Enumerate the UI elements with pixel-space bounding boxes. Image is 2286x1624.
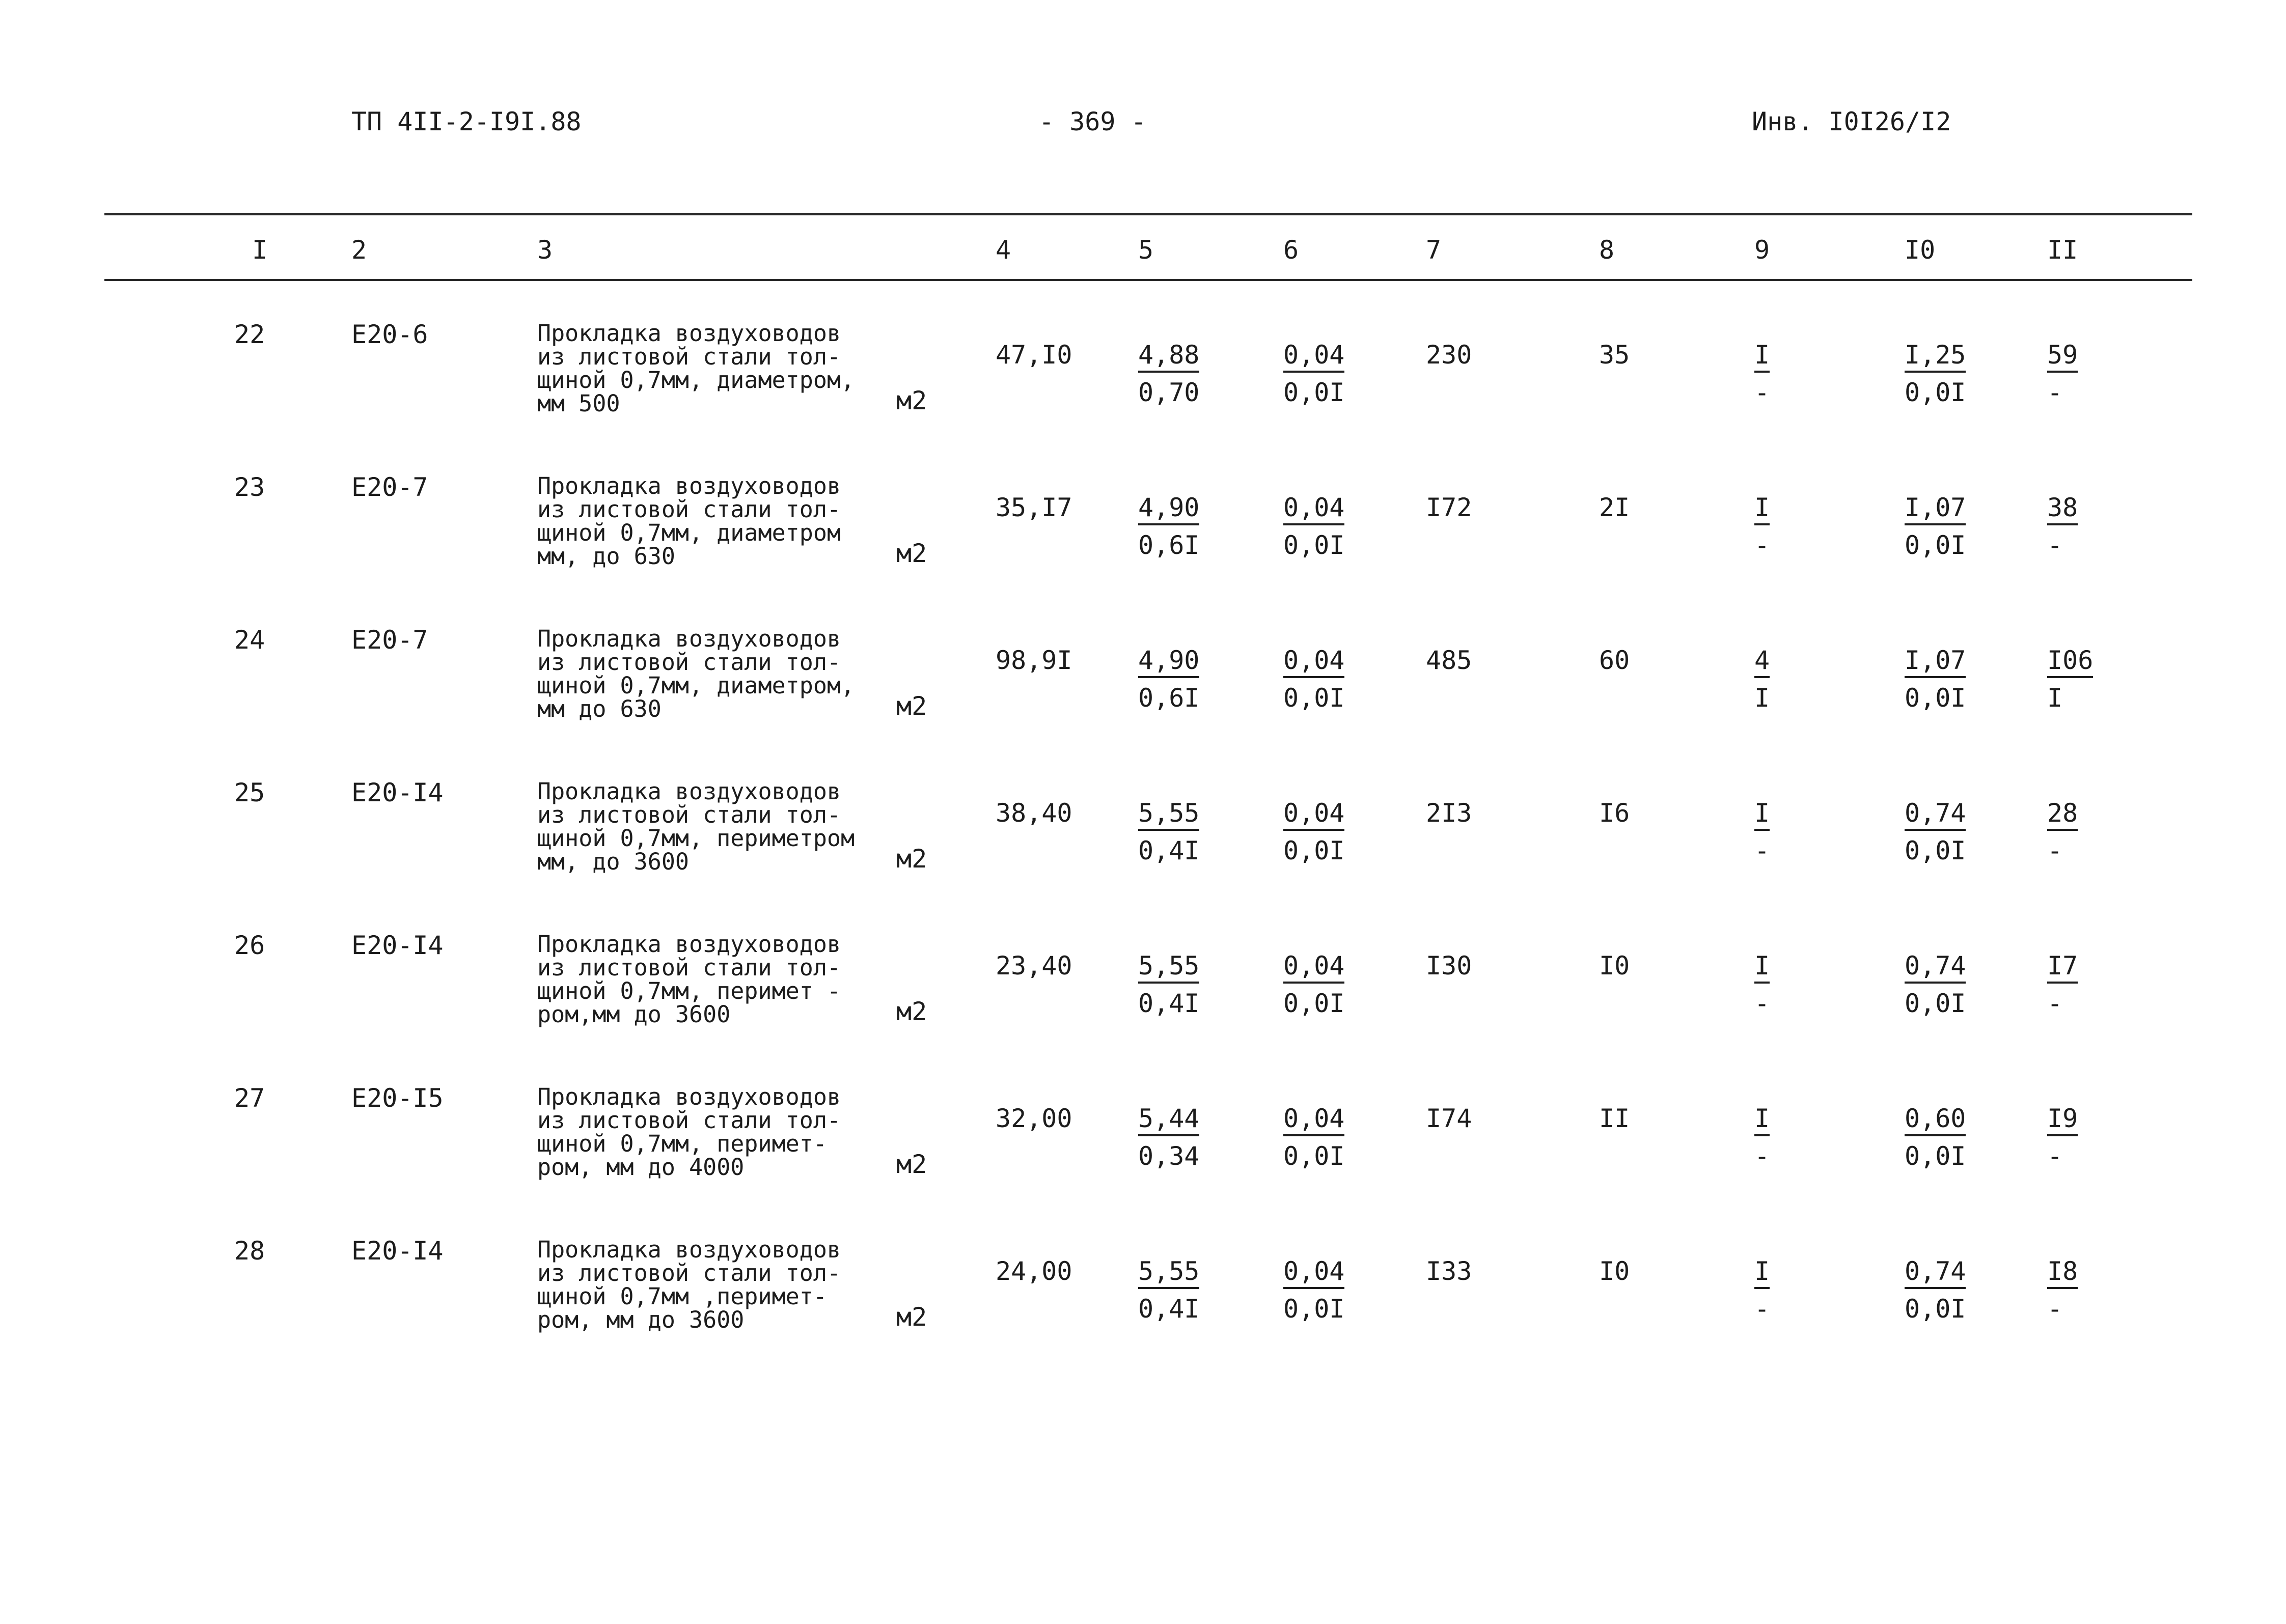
col9-bottom: - bbox=[1754, 530, 1770, 560]
col5-fraction bbox=[1138, 1106, 1199, 1169]
col8-value: 60 bbox=[1599, 646, 1630, 675]
unit-of-measure: м2 bbox=[896, 386, 927, 415]
unit-of-measure: м2 bbox=[896, 997, 927, 1026]
unit-of-measure: м2 bbox=[896, 1150, 927, 1179]
column-header-9: 9 bbox=[1754, 235, 1770, 265]
col10-top: 0,74 bbox=[1905, 1258, 1966, 1289]
column-header-3: 3 bbox=[537, 235, 553, 265]
col10-bottom: 0,0I bbox=[1905, 683, 1966, 713]
quantity: 35,I7 bbox=[996, 493, 1072, 522]
col8-value: I6 bbox=[1599, 798, 1630, 828]
column-headers bbox=[0, 235, 2286, 271]
description-line: щиной 0,7мм ,перимет- bbox=[537, 1283, 827, 1310]
col9-bottom: - bbox=[1754, 989, 1770, 1018]
description-line: из листовой стали тол- bbox=[537, 801, 841, 828]
col11-top: I06 bbox=[2047, 648, 2093, 678]
col6-fraction bbox=[1283, 1106, 1344, 1169]
col6-top: 0,04 bbox=[1283, 1258, 1344, 1289]
col11-bottom: - bbox=[2047, 836, 2063, 865]
col11-top: I9 bbox=[2047, 1106, 2078, 1136]
description-line: ром, мм до 3600 bbox=[537, 1306, 745, 1333]
description-line: Прокладка воздуховодов bbox=[537, 931, 841, 958]
col9-bottom: - bbox=[1754, 1141, 1770, 1171]
work-description bbox=[537, 1238, 894, 1332]
col9-fraction bbox=[1754, 342, 1770, 405]
col10-bottom: 0,0I bbox=[1905, 836, 1966, 865]
col6-bottom: 0,0I bbox=[1283, 378, 1345, 407]
quantity: 38,40 bbox=[996, 798, 1072, 828]
description-line: Прокладка воздуховодов bbox=[537, 320, 841, 347]
description-line: щиной 0,7мм, диаметром bbox=[537, 519, 841, 546]
col7-value: I74 bbox=[1426, 1104, 1472, 1133]
rate-code: E20-I4 bbox=[351, 931, 444, 960]
col9-bottom: - bbox=[1754, 836, 1770, 865]
quantity: 32,00 bbox=[996, 1104, 1072, 1133]
page-number: - 369 - bbox=[1039, 107, 1146, 136]
col7-value: I33 bbox=[1426, 1256, 1472, 1286]
col5-bottom: 0,4I bbox=[1138, 1294, 1200, 1324]
description-line: из листовой стали тол- bbox=[537, 343, 841, 370]
row-number: 25 bbox=[234, 778, 265, 807]
col5-top: 4,90 bbox=[1138, 495, 1199, 525]
col8-value: II bbox=[1599, 1104, 1630, 1133]
inventory-number: Инв. I0I26/I2 bbox=[1752, 107, 1951, 136]
column-header-10: I0 bbox=[1905, 235, 1936, 265]
col8-value: 35 bbox=[1599, 340, 1630, 370]
col5-fraction bbox=[1138, 800, 1199, 863]
rate-code: E20-6 bbox=[351, 320, 428, 349]
column-header-6: 6 bbox=[1283, 235, 1299, 265]
col5-top: 5,55 bbox=[1138, 1258, 1199, 1289]
work-description bbox=[537, 933, 894, 1026]
description-line: мм, до 3600 bbox=[537, 848, 690, 875]
col11-fraction bbox=[2047, 495, 2078, 558]
description-line: мм до 630 bbox=[537, 695, 662, 722]
table-row bbox=[0, 468, 2286, 621]
col7-value: 230 bbox=[1426, 340, 1472, 370]
col6-top: 0,04 bbox=[1283, 342, 1344, 373]
col6-top: 0,04 bbox=[1283, 495, 1344, 525]
col11-top: 38 bbox=[2047, 495, 2078, 525]
col10-bottom: 0,0I bbox=[1905, 378, 1966, 407]
row-number: 24 bbox=[234, 625, 265, 655]
col6-bottom: 0,0I bbox=[1283, 1141, 1345, 1171]
col10-top: I,07 bbox=[1905, 648, 1966, 678]
rate-code: E20-7 bbox=[351, 625, 428, 655]
unit-of-measure: м2 bbox=[896, 844, 927, 874]
col11-bottom: - bbox=[2047, 530, 2063, 560]
col6-fraction bbox=[1283, 648, 1344, 711]
col9-fraction bbox=[1754, 1106, 1770, 1169]
column-header-1: I bbox=[252, 235, 268, 265]
col6-top: 0,04 bbox=[1283, 648, 1344, 678]
col10-bottom: 0,0I bbox=[1905, 989, 1966, 1018]
col9-fraction bbox=[1754, 1258, 1770, 1322]
description-line: щиной 0,7мм, перимет - bbox=[537, 977, 841, 1004]
unit-of-measure: м2 bbox=[896, 539, 927, 568]
column-header-4: 4 bbox=[996, 235, 1011, 265]
col5-bottom: 0,70 bbox=[1138, 378, 1200, 407]
col5-top: 4,88 bbox=[1138, 342, 1199, 373]
unit-of-measure: м2 bbox=[896, 691, 927, 721]
col9-top: I bbox=[1754, 342, 1770, 373]
col6-fraction bbox=[1283, 800, 1344, 863]
col10-top: I,07 bbox=[1905, 495, 1966, 525]
quantity: 98,9I bbox=[996, 646, 1072, 675]
column-header-5: 5 bbox=[1138, 235, 1154, 265]
header-bottom-rule bbox=[104, 279, 2192, 281]
col6-bottom: 0,0I bbox=[1283, 530, 1345, 560]
row-number: 28 bbox=[234, 1236, 265, 1266]
col9-fraction bbox=[1754, 495, 1770, 558]
col10-bottom: 0,0I bbox=[1905, 530, 1966, 560]
col6-bottom: 0,0I bbox=[1283, 1294, 1345, 1324]
col11-top: I8 bbox=[2047, 1258, 2078, 1289]
col10-top: 0,60 bbox=[1905, 1106, 1966, 1136]
col5-top: 5,44 bbox=[1138, 1106, 1199, 1136]
column-header-11: II bbox=[2047, 235, 2078, 265]
col11-bottom: - bbox=[2047, 989, 2063, 1018]
description-line: Прокладка воздуховодов bbox=[537, 1083, 841, 1110]
table-row bbox=[0, 1232, 2286, 1385]
work-description bbox=[537, 474, 894, 568]
description-line: щиной 0,7мм, диаметром, bbox=[537, 672, 855, 699]
col10-fraction bbox=[1905, 1106, 1966, 1169]
description-line: из листовой стали тол- bbox=[537, 496, 841, 523]
page-header bbox=[0, 0, 2286, 168]
col10-fraction bbox=[1905, 648, 1966, 711]
col9-top: I bbox=[1754, 953, 1770, 984]
col6-fraction bbox=[1283, 1258, 1344, 1322]
description-line: из листовой стали тол- bbox=[537, 1107, 841, 1134]
description-line: Прокладка воздуховодов bbox=[537, 625, 841, 652]
col6-top: 0,04 bbox=[1283, 800, 1344, 831]
col11-bottom: - bbox=[2047, 378, 2063, 407]
col8-value: I0 bbox=[1599, 951, 1630, 981]
rate-code: E20-I4 bbox=[351, 1236, 444, 1266]
col10-top: 0,74 bbox=[1905, 953, 1966, 984]
col11-fraction bbox=[2047, 342, 2078, 405]
work-description bbox=[537, 627, 894, 721]
col5-fraction bbox=[1138, 953, 1199, 1016]
col7-value: I72 bbox=[1426, 493, 1472, 522]
document-code: ТП 4II-2-I9I.88 bbox=[351, 107, 582, 136]
table-top-rule bbox=[104, 213, 2192, 215]
quantity: 23,40 bbox=[996, 951, 1072, 981]
row-number: 23 bbox=[234, 472, 265, 502]
quantity: 24,00 bbox=[996, 1256, 1072, 1286]
col10-fraction bbox=[1905, 953, 1966, 1016]
quantity: 47,I0 bbox=[996, 340, 1072, 370]
table-row bbox=[0, 774, 2286, 927]
col5-top: 5,55 bbox=[1138, 800, 1199, 831]
col6-fraction bbox=[1283, 342, 1344, 405]
col11-fraction bbox=[2047, 953, 2078, 1016]
col11-bottom: - bbox=[2047, 1141, 2063, 1171]
work-description bbox=[537, 322, 894, 415]
work-description bbox=[537, 1085, 894, 1179]
col5-bottom: 0,6I bbox=[1138, 683, 1200, 713]
col5-bottom: 0,6I bbox=[1138, 530, 1200, 560]
table-row bbox=[0, 1079, 2286, 1232]
col10-bottom: 0,0I bbox=[1905, 1294, 1966, 1324]
row-number: 22 bbox=[234, 320, 265, 349]
col6-bottom: 0,0I bbox=[1283, 989, 1345, 1018]
row-number: 26 bbox=[234, 931, 265, 960]
col9-fraction bbox=[1754, 800, 1770, 863]
description-line: из листовой стали тол- bbox=[537, 1259, 841, 1286]
col10-bottom: 0,0I bbox=[1905, 1141, 1966, 1171]
col5-fraction bbox=[1138, 495, 1199, 558]
col9-fraction bbox=[1754, 648, 1770, 711]
column-header-7: 7 bbox=[1426, 235, 1442, 265]
description-line: щиной 0,7мм, перимет- bbox=[537, 1130, 827, 1157]
column-header-8: 8 bbox=[1599, 235, 1615, 265]
col5-top: 5,55 bbox=[1138, 953, 1199, 984]
col6-bottom: 0,0I bbox=[1283, 683, 1345, 713]
col9-fraction bbox=[1754, 953, 1770, 1016]
rate-code: E20-7 bbox=[351, 472, 428, 502]
col11-top: 28 bbox=[2047, 800, 2078, 831]
col10-fraction bbox=[1905, 1258, 1966, 1322]
rate-code: E20-I4 bbox=[351, 778, 444, 807]
col10-fraction bbox=[1905, 800, 1966, 863]
col11-top: 59 bbox=[2047, 342, 2078, 373]
col6-top: 0,04 bbox=[1283, 953, 1344, 984]
description-line: из листовой стали тол- bbox=[537, 954, 841, 981]
description-line: Прокладка воздуховодов bbox=[537, 472, 841, 499]
col5-bottom: 0,34 bbox=[1138, 1141, 1200, 1171]
col5-fraction bbox=[1138, 648, 1199, 711]
description-line: щиной 0,7мм, периметром bbox=[537, 825, 855, 852]
table-row bbox=[0, 927, 2286, 1079]
col5-fraction bbox=[1138, 342, 1199, 405]
col7-value: 2I3 bbox=[1426, 798, 1472, 828]
col10-top: I,25 bbox=[1905, 342, 1966, 373]
col11-top: I7 bbox=[2047, 953, 2078, 984]
description-line: мм 500 bbox=[537, 390, 620, 417]
col9-top: 4 bbox=[1754, 648, 1770, 678]
col9-top: I bbox=[1754, 1258, 1770, 1289]
col6-bottom: 0,0I bbox=[1283, 836, 1345, 865]
description-line: мм, до 630 bbox=[537, 543, 675, 570]
col7-value: I30 bbox=[1426, 951, 1472, 981]
col11-fraction bbox=[2047, 1106, 2078, 1169]
col5-top: 4,90 bbox=[1138, 648, 1199, 678]
unit-of-measure: м2 bbox=[896, 1302, 927, 1332]
table-row bbox=[0, 316, 2286, 468]
description-line: из листовой стали тол- bbox=[537, 649, 841, 676]
col10-top: 0,74 bbox=[1905, 800, 1966, 831]
col11-bottom: I bbox=[2047, 683, 2063, 713]
description-line: щиной 0,7мм, диаметром, bbox=[537, 367, 855, 394]
col9-bottom: - bbox=[1754, 378, 1770, 407]
col6-top: 0,04 bbox=[1283, 1106, 1344, 1136]
col10-fraction bbox=[1905, 342, 1966, 405]
col11-fraction bbox=[2047, 800, 2078, 863]
rate-code: E20-I5 bbox=[351, 1083, 444, 1113]
col11-fraction bbox=[2047, 648, 2093, 711]
col5-fraction bbox=[1138, 1258, 1199, 1322]
col11-bottom: - bbox=[2047, 1294, 2063, 1324]
description-line: ром, мм до 4000 bbox=[537, 1154, 745, 1181]
col9-bottom: - bbox=[1754, 1294, 1770, 1324]
col7-value: 485 bbox=[1426, 646, 1472, 675]
col5-bottom: 0,4I bbox=[1138, 836, 1200, 865]
col9-bottom: I bbox=[1754, 683, 1770, 713]
description-line: ром,мм до 3600 bbox=[537, 1001, 731, 1028]
col6-fraction bbox=[1283, 953, 1344, 1016]
col8-value: 2I bbox=[1599, 493, 1630, 522]
col9-top: I bbox=[1754, 495, 1770, 525]
col11-fraction bbox=[2047, 1258, 2078, 1322]
col8-value: I0 bbox=[1599, 1256, 1630, 1286]
col10-fraction bbox=[1905, 495, 1966, 558]
column-header-2: 2 bbox=[351, 235, 367, 265]
col9-top: I bbox=[1754, 1106, 1770, 1136]
description-line: Прокладка воздуховодов bbox=[537, 778, 841, 805]
col5-bottom: 0,4I bbox=[1138, 989, 1200, 1018]
col6-fraction bbox=[1283, 495, 1344, 558]
description-line: Прокладка воздуховодов bbox=[537, 1236, 841, 1263]
row-number: 27 bbox=[234, 1083, 265, 1113]
work-description bbox=[537, 780, 894, 874]
table-row bbox=[0, 621, 2286, 774]
col9-top: I bbox=[1754, 800, 1770, 831]
